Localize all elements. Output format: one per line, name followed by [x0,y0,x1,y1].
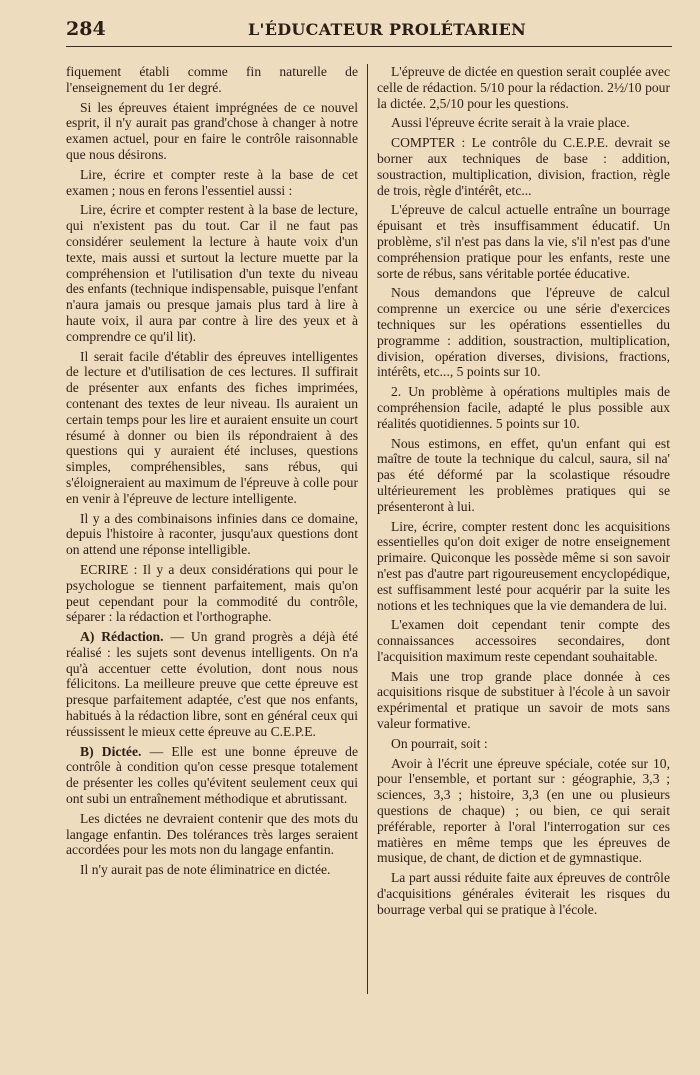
paragraph [377,384,670,431]
paragraph [377,669,670,732]
paragraph [66,562,358,625]
page-header [66,16,672,47]
paragraph-text: Il serait facile d'établir des épreuves intelligentes de lecture et d'utilisation de ces lectures. Il suffirait de présenter aux enfants des fiches imprimées, contenant des textes de leur niveau. Ils auraient un certain temps pour les lire et auraient ensuite un court résumé à donner ou bien ils répondraient à des questions qui y auraient été incluses, questions simples, compréhensibles, sans rébus, qui s'éloigneraient au maximum de l'épreuve à colle pour en venir à l'épreuve de lecture intelligente. [66,348,358,506]
paragraph [377,202,670,281]
paragraph-text: Il n'y aurait pas de note éliminatrice en dictée. [80,862,331,878]
paragraph [377,436,670,515]
paragraph [66,167,358,199]
running-title: L'ÉDUCATEUR PROLÉTARIEN [248,20,527,39]
right-column [377,64,670,922]
page-number: 284 [66,18,106,40]
paragraph-text: L'épreuve de calcul actuelle entraîne un bourrage épuisant et très insuffisamment éducatif. Un problème, s'il n'est pas dans la vie, s'il n'est pas d'une compréhension pratique pour les enfants, reste une sorte de rébus, sans véritable portée éducative. [377,202,670,281]
paragraph-text: Lire, écrire et compter restent à la base de lecture, qui n'existent pas du tout. Car il ne faut pas considérer seulement la lecture à haute voix d'un texte, mais aussi et surtout la lecture muette par la compréhension et l'utilisation d'un texte du niveau des enfants (technique indispensable, puisque l'enfant n'aura jamais ou presque jamais plus tard à lire à haute voix, il aura par contre à lire des yeux et à comprendre ce qu'il lit). [66,202,358,344]
paragraph [66,100,358,163]
paragraph-text: — Un grand progrès a déjà été réalisé : les sujets sont devenus intelligents. On n'a qu'à accentuer cette évolution, dont nous nous félicitons. La meilleure preuve que cette épreuve est presque parfaitement adaptée, c'est que nos enfants, habitués à la rédaction libre, sont en général ceux qui réussissent le mieux cette épreuve au C.E.P.E. [66,629,359,739]
paragraph [66,744,358,807]
paragraph-text: 2. Un problème à opérations multiples mais de compréhension facile, adapté le plus possible aux réalités quotidiennes. 5 points sur 10. [377,384,670,431]
paragraph-text: Les dictées ne devraient contenir que des mots du langage enfantin. Des tolérances très larges seraient accordées pour les mots non du langage enfantin. [66,810,358,858]
paragraph-text: Lire, écrire et compter reste à la base de cet examen ; nous en ferons l'essentiel aussi : [66,166,358,198]
paragraph [66,349,358,507]
paragraph-text: Aussi l'épreuve écrite serait à la vraie place. [391,115,630,131]
paragraph [377,285,670,380]
paragraph-text: Mais une trop grande place donnée à ces acquisitions risque de substituer à l'école à un savoir expérimental et pratique un savoir de mots sans valeur formative. [377,668,670,732]
paragraph [377,870,670,917]
paragraph [66,511,358,558]
paragraph-text: Lire, écrire, compter restent donc les acquisitions essentielles qu'on doit exiger de notre enseignement primaire. Quiconque les possède même si son savoir n'est pas d'autre part rigoureusement encyclopédique, est suffisamment lesté pour acquérir par la suite les notions et les techniques que la vie demandera de lui. [377,518,670,613]
column-divider [367,64,368,994]
paragraph [377,736,670,752]
left-column [66,64,358,882]
section-lead: B) Dictée. [80,743,142,759]
paragraph-text: fiquement établi comme fin naturelle de l'enseignement du 1er degré. [66,64,358,95]
paragraph [377,64,670,111]
paragraph-text: Avoir à l'écrit une épreuve spéciale, cotée sur 10, pour l'ensemble, et portant sur : géographie, 3,3 ; sciences, 3,3 ; histoire, 3,3 (en une ou plusieurs questions de chaque) ; ou bien, ce qui serait préférable, reporter à l'oral l'interrogation sur ces matières en même temps que les épreuves de musique, de chant, de diction et de gymnastique. [377,755,670,866]
paragraph-text: Nous estimons, en effet, qu'un enfant qui est maître de toute la technique du calcul, saura, sil na' pas été déformé par la scolastique résoudre ultérieurement les problèmes pratiques qui se présenteront à lui. [377,435,670,514]
paragraph [66,202,358,344]
section-lead: A) Rédaction. [80,629,164,645]
paragraph-text: — Elle est une bonne épreuve de contrôle à condition qu'on cesse presque totalement de présenter les colles qu'évitent seulement ceux qui ont subi un entraînement méthodique et abrutissant. [66,743,358,807]
paragraph [66,629,358,740]
paragraph-text: ECRIRE : Il y a deux considérations qui pour le psychologue se tiennent parfaitement, mais qu'on peut cependant pour la commodité du contrôle, séparer : la rédaction et l'orthographe. [66,561,358,625]
paragraph-text: L'examen doit cependant tenir compte des connaissances accessoires secondaires, dont l'acquisition maximum reste cependant souhaitable. [377,617,670,664]
paragraph [377,756,670,867]
paragraph-text: On pourrait, soit : [391,735,488,751]
paragraph [66,862,358,878]
paragraph [66,64,358,96]
paragraph [377,519,670,614]
paragraph [377,135,670,198]
paragraph-text: La part aussi réduite faite aux épreuves de contrôle d'acquisitions générales éviterait les risques du bourrage verbal qui se pratique à l'école. [377,870,670,917]
paragraph-text: COMPTER : Le contrôle du C.E.P.E. devrait se borner aux techniques de base : addition, soustraction, multiplication, division, fraction, règle de trois, règle d'intérêt, etc... [377,135,670,198]
paragraph [377,115,670,131]
paragraph-text: Il y a des combinaisons infinies dans ce domaine, depuis l'histoire à raconter, jusqu'aux questions dont on attend une réponse intelligible. [66,510,358,558]
paragraph-text: Si les épreuves étaient imprégnées de ce nouvel esprit, il n'y aurait pas grand'chose à changer à notre examen actuel, pour en faire le contrôle raisonnable que nous désirons. [66,99,358,162]
paragraph [377,617,670,664]
paragraph-text: L'épreuve de dictée en question serait couplée avec celle de rédaction. 5/10 pour la rédaction. 2½/10 pour la dictée. 2,5/10 pour les questions. [377,64,670,111]
paragraph [66,811,358,858]
paragraph-text: Nous demandons que l'épreuve de calcul comprenne un exercice ou une série d'exercices techniques sur les opérations essentielles du programme : addition, soustraction, multiplication, division, opération diverses, divisions, fractions, intérêts, etc..., 5 points sur 10. [377,285,670,380]
